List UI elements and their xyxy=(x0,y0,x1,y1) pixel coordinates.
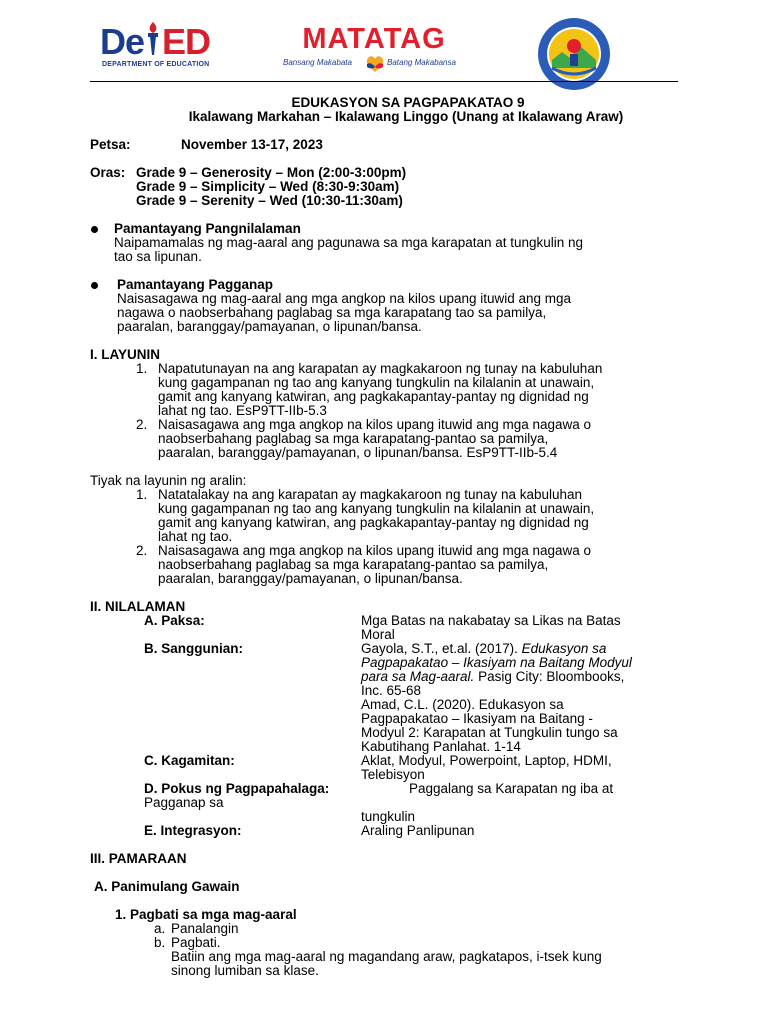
layunin-item-1-line-3: gamit ang kanyang katwiran, ang pagkakapantay-pantay ng dignidad ng xyxy=(158,389,589,404)
tiyak-item-2-line-2: naobserbahang paglabag sa mga karapatang-pantao sa pamilya, xyxy=(158,557,549,572)
paksa-label: A. Paksa: xyxy=(144,613,205,628)
sanggunian-ref2-line-4: Kabutihang Panlahat. 1-14 xyxy=(361,739,521,754)
tiyak-item-2-line-1: Naisasagawa ang mga angkop na kilos upang ituwid ang mga nagawa o xyxy=(158,543,592,558)
torch-icon xyxy=(144,22,162,54)
pokus-value-line-3: tungkulin xyxy=(361,809,416,824)
pamantayan-1-line-2: tao sa lipunan. xyxy=(114,249,202,264)
bullet-icon xyxy=(91,226,98,233)
deped-logo-de: De xyxy=(100,21,145,62)
pamaraan-heading: III. PAMARAAN xyxy=(90,851,187,866)
pamantayan-1-heading: Pamantayang Pangnilalaman xyxy=(114,221,301,236)
pokus-value-line-2: Pagganap sa xyxy=(144,795,224,810)
tiyak-item-1-line-2: kung gagampanan ng tao ang kanyang tungkulin na kilalanin at unawain, xyxy=(158,501,595,516)
layunin-heading: I. LAYUNIN xyxy=(90,347,161,362)
item-a-letter: a. xyxy=(154,921,166,936)
tiyak-item-1-num: 1. xyxy=(136,487,148,502)
matatag-logo-right-tag: Batang Makabansa xyxy=(387,58,456,67)
item-b-text: Pagbati. xyxy=(171,935,221,950)
paksa-line-1: Mga Batas na nakabatay sa Likas na Batas xyxy=(361,613,621,628)
bullet-icon xyxy=(91,282,98,289)
nilalaman-heading: II. NILALAMAN xyxy=(90,599,186,614)
layunin-item-2-line-1: Naisasagawa ang mga angkop na kilos upang ituwid ang mga nagawa o xyxy=(158,417,592,432)
deped-logo-subtitle: DEPARTMENT OF EDUCATION xyxy=(102,61,210,68)
layunin-item-1-num: 1. xyxy=(136,361,148,376)
tiyak-item-1-line-4: lahat ng tao. xyxy=(158,529,233,544)
oras-line-1: Grade 9 – Generosity – Mon (2:00-3:00pm) xyxy=(136,165,407,180)
layunin-item-1-line-4: lahat ng tao. EsP9TT-IIb-5.3 xyxy=(158,403,327,418)
oras-line-2: Grade 9 – Simplicity – Wed (8:30-9:30am) xyxy=(136,179,400,194)
sanggunian-label: B. Sanggunian: xyxy=(144,641,243,656)
kagamitan-label: C. Kagamitan: xyxy=(144,753,235,768)
matatag-logo-title: MATATAG xyxy=(302,23,446,55)
tiyak-label: Tiyak na layunin ng aralin: xyxy=(90,473,247,488)
sanggunian-ref2-line-1: Amad, C.L. (2020). Edukasyon sa xyxy=(361,697,564,712)
oras-line-3: Grade 9 – Serenity – Wed (10:30-11:30am) xyxy=(136,193,403,208)
pamantayan-1-line-1: Naipamamalas ng mag-aaral ang pagunawa sa mga karapatan at tungkulin ng xyxy=(114,235,584,250)
hand-heart-icon xyxy=(364,52,386,74)
sanggunian-ref2-line-3: Modyul 2: Karapatan at Tungkulin tungo sa xyxy=(361,725,618,740)
sanggunian-ref1-line-1: Gayola, S.T., et.al. (2017). Edukasyon sa xyxy=(361,641,607,656)
paksa-line-2: Moral xyxy=(361,627,395,642)
document-subtitle: Ikalawang Markahan – Ikalawang Linggo (Unang at Ikalawang Araw) xyxy=(188,109,624,124)
kagamitan-line-2: Telebisyon xyxy=(361,767,425,782)
matatag-logo xyxy=(283,22,465,78)
pamantayan-2-line-1: Naisasagawa ng mag-aaral ang mga angkop na kilos upang ituwid ang mga xyxy=(117,291,572,306)
oras-label: Oras: xyxy=(90,165,126,180)
item-a-text: Panalangin xyxy=(171,921,239,936)
panimulang-gawain-heading: A. Panimulang Gawain xyxy=(94,879,240,894)
pamantayan-2-heading: Pamantayang Pagganap xyxy=(117,277,274,292)
sanggunian-ref2-line-2: Pagpapakatao – Ikasiyam na Baitang - xyxy=(361,711,593,726)
item-b-line-1: Batiin ang mga mag-aaral ng magandang araw, pagkatapos, i-tsek kung xyxy=(171,949,602,964)
sanggunian-ref1-line-3: para sa Mag-aaral. Pasig City: Bloombooks, xyxy=(361,669,625,684)
header-divider xyxy=(90,81,678,82)
petsa-label: Petsa: xyxy=(90,137,131,152)
sanggunian-ref1-line-2: Pagpapakatao – Ikasiyam na Baitang Modyul xyxy=(361,655,632,670)
kagamitan-line-1: Aklat, Modyul, Powerpoint, Laptop, HDMI, xyxy=(361,753,612,768)
tiyak-item-1-line-3: gamit ang kanyang katwiran, ang pagkakapantay-pantay ng dignidad ng xyxy=(158,515,589,530)
tiyak-item-2-line-3: paaralan, baranggay/pamayanan, o lipunan/bansa. xyxy=(158,571,463,586)
layunin-item-1-line-2: kung gagampanan ng tao ang kanyang tungkulin na kilalanin at unawain, xyxy=(158,375,595,390)
pamantayan-2-line-2: nagawa o naobserbahang paglabag sa mga karapatang tao sa pamilya, xyxy=(117,305,547,320)
sanggunian-ref1-line-4: Inc. 65-68 xyxy=(361,683,422,698)
layunin-item-1-line-1: Napatutunayan na ang karapatan ay magkakaroon ng tunay na kabuluhan xyxy=(158,361,603,376)
integrasyon-value: Araling Panlipunan xyxy=(361,823,475,838)
layunin-item-2-num: 2. xyxy=(136,417,148,432)
pagbati-heading: 1. Pagbati sa mga mag-aaral xyxy=(115,907,297,922)
layunin-item-2-line-3: paaralan, baranggay/pamayanan, o lipunan/bansa. EsP9TT-IIb-5.4 xyxy=(158,445,558,460)
pokus-label: D. Pokus ng Pagpapahalaga: xyxy=(144,781,330,796)
item-b-line-2: sinong lumiban sa klase. xyxy=(171,963,319,978)
tiyak-item-2-num: 2. xyxy=(136,543,148,558)
pokus-value-line-1: Paggalang sa Karapatan ng iba at xyxy=(409,781,614,796)
matatag-logo-left-tag: Bansang Makabata xyxy=(283,58,352,67)
deped-logo-ed: ED xyxy=(162,21,211,62)
pamantayan-2-line-3: paaralan, baranggay/pamayanan, o lipunan/bansa. xyxy=(117,319,422,334)
document-title: EDUKASYON SA PAGPAPAKATAO 9 xyxy=(291,95,525,110)
deped-logo xyxy=(100,22,232,72)
integrasyon-label: E. Integrasyon: xyxy=(144,823,242,838)
petsa-value: November 13-17, 2023 xyxy=(181,137,323,152)
layunin-item-2-line-2: naobserbahang paglabag sa mga karapatang-pantao sa pamilya, xyxy=(158,431,549,446)
item-b-letter: b. xyxy=(154,935,166,950)
tiyak-item-1-line-1: Natatalakay na ang karapatan ay magkakaroon ng tunay na kabuluhan xyxy=(158,487,583,502)
